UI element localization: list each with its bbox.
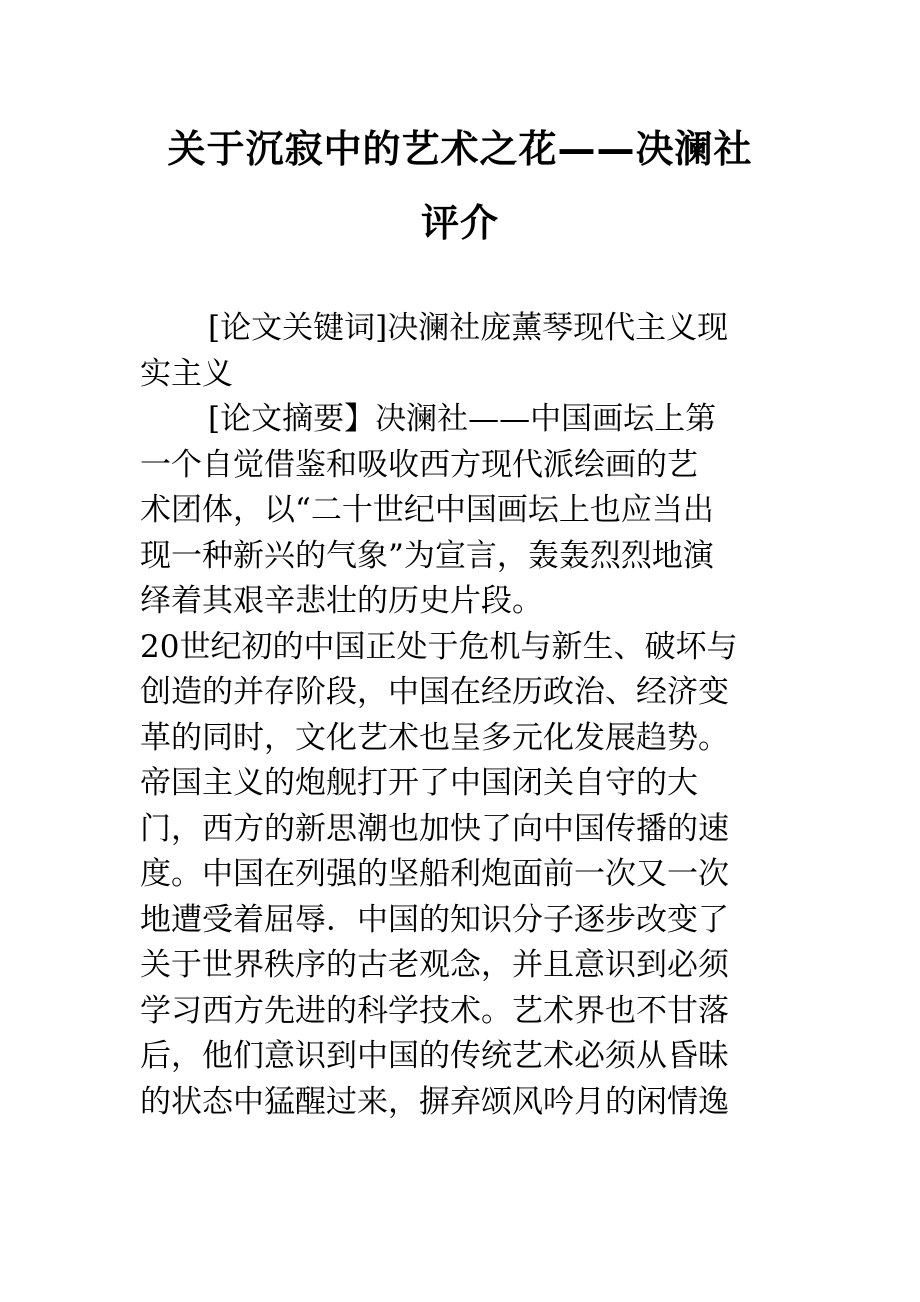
body-line: 的状态中猛醒过来，摒弃颂风吟月的闲情逸 [140,1083,729,1120]
document-title-line-1: 关于沉寂中的艺术之花——决澜社 [167,127,753,171]
body-line: 术团体，以“二十世纪中国画坛上也应当出 [140,492,714,528]
keywords-line-cont: 实主义 [140,355,233,392]
body-line: 一个自觉借鉴和吸收西方现代派绘画的艺 [140,446,698,483]
body-line: 地遭受着屈辱．中国的知识分子逐步改变了 [140,901,729,938]
document-body [140,306,800,1125]
body-line: 后，他们意识到中国的传统艺术必须从昏昧 [140,1038,729,1074]
body-line: 学习西方先进的科学技术。艺术界也不甘落 [140,992,729,1029]
body-line: 度。中国在列强的坚船利炮面前一次又一次 [140,856,729,892]
body-line: 20世纪初的中国正处于危机与新生、破坏与 [140,628,738,665]
body-line: 门，西方的新思潮也加快了向中国传播的速 [140,810,729,847]
body-line: 创造的并存阶段，中国在经历政治、经济变 [140,674,729,710]
body-line: 关于世界秩序的古老观念，并且意识到必须 [140,947,729,983]
abstract-line: [论文摘要】决澜社——中国画坛上第 [208,401,717,437]
keywords-line: [论文关键词]决澜社庞薰琴现代主义现 [208,310,729,346]
body-line: 绎着其艰辛悲壮的历史片段。 [140,583,543,619]
body-line: 现一种新兴的气象”为宣言，轰轰烈烈地演 [140,537,714,574]
body-line: 帝国主义的炮舰打开了中国闭关自守的大 [140,765,698,801]
document-title-line-2: 评介 [420,201,499,245]
body-line: 革的同时，文化艺术也呈多元化发展趋势。 [140,719,729,756]
